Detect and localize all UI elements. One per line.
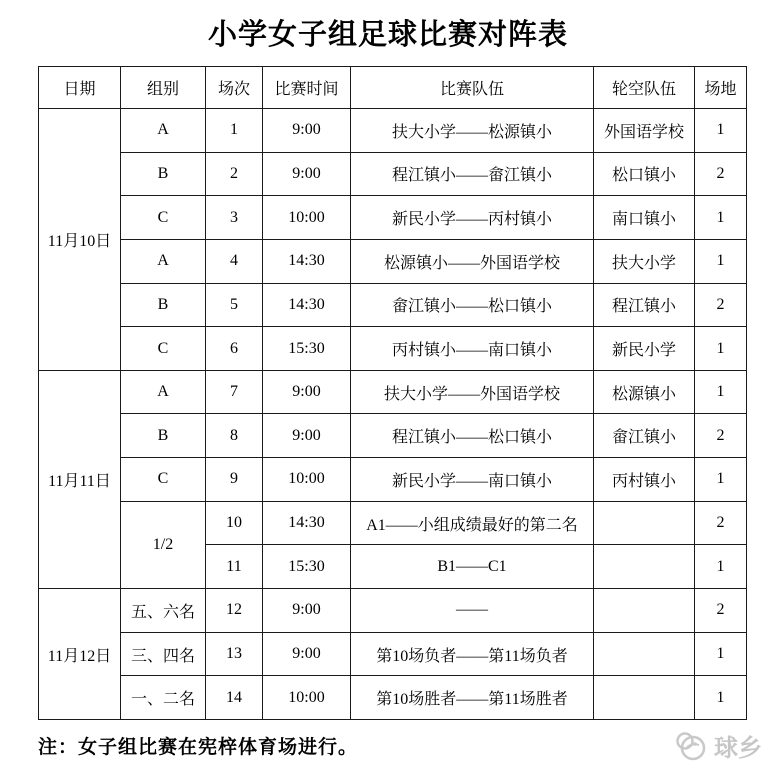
venue-cell: 1 xyxy=(695,370,747,414)
teams-cell: 新民小学——南口镇小 xyxy=(351,458,594,502)
teams-cell: 丙村镇小——南口镇小 xyxy=(351,327,594,371)
header-cell: 比赛队伍 xyxy=(351,67,594,109)
header-cell: 场地 xyxy=(695,67,747,109)
table-row xyxy=(39,239,747,283)
match-time-cell: 15:30 xyxy=(263,327,351,371)
match-time-cell: 15:30 xyxy=(263,545,351,589)
group-cell: B xyxy=(121,283,206,327)
venue-cell: 1 xyxy=(695,545,747,589)
group-cell: C xyxy=(121,196,206,240)
group-cell: A xyxy=(121,109,206,153)
teams-cell: 第10场负者——第11场负者 xyxy=(351,632,594,676)
footnote: 注：女子组比赛在宪梓体育场进行。 xyxy=(38,737,359,758)
venue-cell: 1 xyxy=(695,239,747,283)
bye-team-cell xyxy=(594,589,695,633)
date-cell: 11月12日 xyxy=(39,589,121,720)
match-time-cell: 9:00 xyxy=(263,414,351,458)
table-row xyxy=(39,589,747,633)
group-cell: A xyxy=(121,370,206,414)
match-number-cell: 3 xyxy=(206,196,263,240)
venue-cell: 2 xyxy=(695,414,747,458)
group-cell: B xyxy=(121,414,206,458)
venue-cell: 1 xyxy=(695,109,747,153)
teams-cell: A1——小组成绩最好的第二名 xyxy=(351,501,594,545)
venue-cell: 2 xyxy=(695,283,747,327)
match-number-cell: 8 xyxy=(206,414,263,458)
bye-team-cell: 外国语学校 xyxy=(594,109,695,153)
watermark xyxy=(673,728,762,763)
group-cell: C xyxy=(121,327,206,371)
group-cell: A xyxy=(121,239,206,283)
bye-team-cell: 扶大小学 xyxy=(594,239,695,283)
table-row xyxy=(39,283,747,327)
teams-cell: 新民小学——丙村镇小 xyxy=(351,196,594,240)
match-number-cell: 6 xyxy=(206,327,263,371)
teams-cell: 松源镇小——外国语学校 xyxy=(351,239,594,283)
table-row xyxy=(39,152,747,196)
table-row xyxy=(39,501,747,545)
venue-cell: 2 xyxy=(695,152,747,196)
header-cell: 场次 xyxy=(206,67,263,109)
bye-team-cell xyxy=(594,676,695,720)
match-time-cell: 10:00 xyxy=(263,196,351,240)
watermark-text: 球乡 xyxy=(714,735,762,762)
bye-team-cell: 松源镇小 xyxy=(594,370,695,414)
venue-cell: 2 xyxy=(695,589,747,633)
match-number-cell: 2 xyxy=(206,152,263,196)
date-cell: 11月11日 xyxy=(39,370,121,588)
teams-cell: —— xyxy=(351,589,594,633)
header-cell: 组别 xyxy=(121,67,206,109)
venue-cell: 1 xyxy=(695,327,747,371)
bye-team-cell: 松口镇小 xyxy=(594,152,695,196)
match-time-cell: 9:00 xyxy=(263,152,351,196)
match-time-cell: 9:00 xyxy=(263,109,351,153)
teams-cell: 扶大小学——外国语学校 xyxy=(351,370,594,414)
teams-cell: 扶大小学——松源镇小 xyxy=(351,109,594,153)
match-number-cell: 7 xyxy=(206,370,263,414)
group-cell: 五、六名 xyxy=(121,589,206,633)
match-time-cell: 9:00 xyxy=(263,632,351,676)
match-time-cell: 14:30 xyxy=(263,501,351,545)
group-cell: C xyxy=(121,458,206,502)
match-number-cell: 11 xyxy=(206,545,263,589)
bye-team-cell: 程江镇小 xyxy=(594,283,695,327)
header-cell: 轮空队伍 xyxy=(594,67,695,109)
match-time-cell: 9:00 xyxy=(263,370,351,414)
match-number-cell: 9 xyxy=(206,458,263,502)
venue-cell: 1 xyxy=(695,196,747,240)
teams-cell: 畲江镇小——松口镇小 xyxy=(351,283,594,327)
bye-team-cell xyxy=(594,632,695,676)
table-row xyxy=(39,458,747,502)
teams-cell: 程江镇小——畲江镇小 xyxy=(351,152,594,196)
venue-cell: 1 xyxy=(695,458,747,502)
bye-team-cell: 畲江镇小 xyxy=(594,414,695,458)
match-number-cell: 1 xyxy=(206,109,263,153)
venue-cell: 1 xyxy=(695,676,747,720)
bye-team-cell xyxy=(594,545,695,589)
match-time-cell: 9:00 xyxy=(263,589,351,633)
table-row xyxy=(39,632,747,676)
match-number-cell: 13 xyxy=(206,632,263,676)
table-row xyxy=(39,676,747,720)
page-title: 小学女子组足球比赛对阵表 xyxy=(207,19,568,51)
table-row xyxy=(39,109,747,153)
table-header-row xyxy=(39,67,747,109)
match-number-cell: 14 xyxy=(206,676,263,720)
teams-cell: 第10场胜者——第11场胜者 xyxy=(351,676,594,720)
match-time-cell: 10:00 xyxy=(263,458,351,502)
bye-team-cell: 南口镇小 xyxy=(594,196,695,240)
group-cell: 一、二名 xyxy=(121,676,206,720)
table-row xyxy=(39,414,747,458)
football-logo-icon xyxy=(673,730,709,762)
match-time-cell: 14:30 xyxy=(263,283,351,327)
group-cell: 三、四名 xyxy=(121,632,206,676)
match-time-cell: 14:30 xyxy=(263,239,351,283)
teams-cell: B1——C1 xyxy=(351,545,594,589)
bye-team-cell xyxy=(594,501,695,545)
table-row xyxy=(39,327,747,371)
match-number-cell: 4 xyxy=(206,239,263,283)
bye-team-cell: 新民小学 xyxy=(594,327,695,371)
match-time-cell: 10:00 xyxy=(263,676,351,720)
match-number-cell: 10 xyxy=(206,501,263,545)
table-row xyxy=(39,196,747,240)
match-schedule-table xyxy=(38,66,747,720)
group-cell: 1/2 xyxy=(121,501,206,588)
match-number-cell: 5 xyxy=(206,283,263,327)
group-cell: B xyxy=(121,152,206,196)
bye-team-cell: 丙村镇小 xyxy=(594,458,695,502)
venue-cell: 1 xyxy=(695,632,747,676)
table-row xyxy=(39,370,747,414)
teams-cell: 程江镇小——松口镇小 xyxy=(351,414,594,458)
header-cell: 日期 xyxy=(39,67,121,109)
venue-cell: 2 xyxy=(695,501,747,545)
match-number-cell: 12 xyxy=(206,589,263,633)
date-cell: 11月10日 xyxy=(39,109,121,371)
header-cell: 比赛时间 xyxy=(263,67,351,109)
